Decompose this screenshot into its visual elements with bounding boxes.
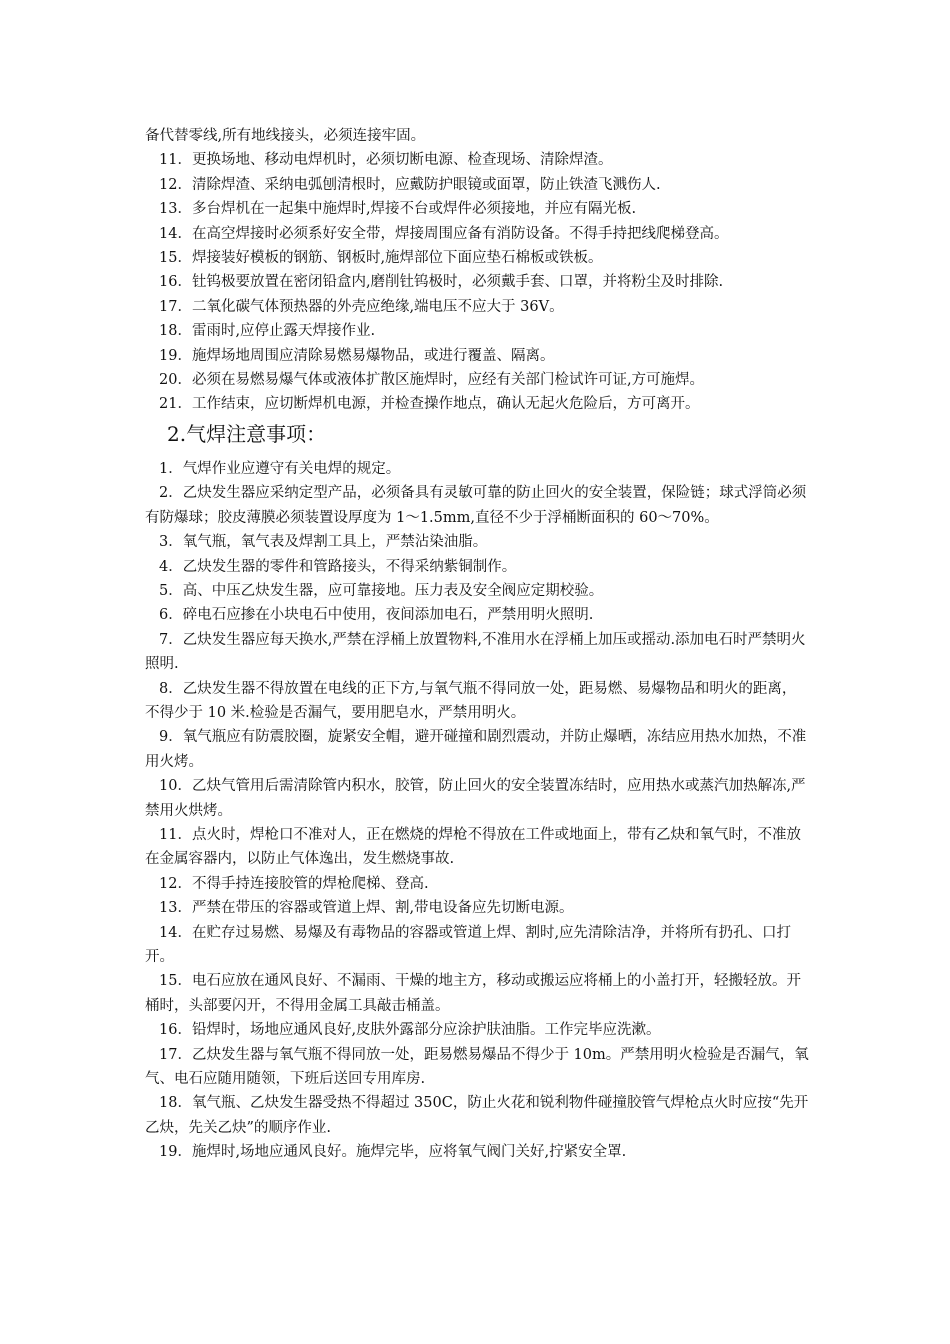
list-item: 19．施焊场地周围应清除易燃易爆物品，或进行覆盖、隔离。	[159, 347, 555, 364]
list-item: 14．在贮存过易燃、易爆及有毒物品的容器或管道上焊、割时,应先清除洁净，并将所有扔孔、口打开。	[145, 924, 792, 965]
section2-heading: 2.气焊注意事项：	[167, 421, 327, 446]
list-item: 11．更换场地、移动电焊机时，必须切断电源、检查现场、清除焊渣。	[159, 152, 613, 169]
section1-list	[145, 148, 810, 416]
section2-list	[145, 457, 810, 1165]
list-item: 15．电石应放在通风良好、不漏雨、干燥的地主方，移动或搬运应将桶上的小盖打开，轻搬轻放。开桶时，头部要闪开，不得用金属工具敲击桶盖。	[145, 973, 801, 1014]
list-item: 4．乙炔发生器的零件和管路接头，不得采纳紫铜制作。	[159, 558, 517, 575]
list-item: 13．严禁在带压的容器或管道上焊、割,带电设备应先切断电源。	[159, 900, 574, 917]
list-item: 10．乙炔气管用后需清除管内积水，胶管，防止回火的安全装置冻结时，应用热水或蒸汽加热解冻,严禁用火烘烤。	[145, 778, 806, 819]
list-item: 21．工作结束，应切断焊机电源，并检查操作地点，确认无起火危险后，方可离开。	[159, 396, 700, 413]
list-item: 9．氧气瓶应有防震胶圈，旋紧安全帽，避开碰撞和剧烈震动，并防止爆晒，冻结应用热水加热，不准用火烤。	[145, 729, 807, 770]
list-item: 19．施焊时,场地应通风良好。施焊完毕，应将氧气阀门关好,拧紧安全罩.	[159, 1144, 627, 1161]
list-item: 12．不得手持连接胶管的焊枪爬梯、登高.	[159, 875, 429, 892]
list-item: 6．碎电石应掺在小块电石中使用，夜间添加电石，严禁用明火照明.	[159, 607, 594, 624]
list-item: 2．乙炔发生器应采纳定型产品，必须备具有灵敏可靠的防止回火的安全装置，保险链；球式浮筒必须有防爆球；胶皮薄膜必须装置设厚度为 1～1.5mm,直径不少于浮桶断面积的 60～70%。	[145, 485, 807, 526]
list-item: 5．高、中压乙炔发生器，应可靠接地。压力表及安全阀应定期校验。	[159, 582, 604, 599]
list-item: 16．铅焊时，场地应通风良好,皮肤外露部分应涂护肤油脂。工作完毕应洗漱。	[159, 1022, 661, 1039]
list-item: 13．多台焊机在一起集中施焊时,焊接不台或焊件必须接地，并应有隔光板.	[159, 201, 637, 218]
list-item: 11．点火时，焊枪口不准对人，正在燃烧的焊枪不得放在工件或地面上，带有乙炔和氧气时，不准放在金属容器内，以防止气体逸出，发生燃烧事故.	[145, 826, 801, 868]
list-item: 12．清除焊渣、采纳电弧刨清根时，应戴防护眼镜或面罩，防止铁渣飞溅伤人.	[159, 176, 661, 193]
list-item: 8．乙炔发生器不得放置在电线的正下方,与氧气瓶不得同放一处，距易燃、易爆物品和明火的距离，不得少于 10 米.检验是否漏气，要用肥皂水，严禁用明火。	[145, 680, 797, 721]
list-item: 17．二氧化碳气体预热器的外壳应绝缘,端电压不应大于 36V。	[159, 298, 564, 315]
list-item: 7．乙炔发生器应每天换水,严禁在浮桶上放置物料,不准用水在浮桶上加压或摇动.添加电石时严禁明火照明.	[145, 631, 806, 673]
document-body	[145, 124, 810, 1165]
list-item: 1．气焊作业应遵守有关电焊的规定。	[159, 460, 401, 477]
list-item: 15．焊接装好模板的钢筋、钢板时,施焊部位下面应垫石棉板或铁板。	[159, 250, 603, 267]
continuation-line: 备代替零线,所有地线接头，必须连接牢固。	[145, 128, 426, 144]
list-item: 18．氧气瓶、乙炔发生器受热不得超过 350C，防止火花和锐利物件碰撞胶管气焊枪点火时应按“先开乙炔，先关乙炔”的顺序作业.	[145, 1095, 809, 1136]
list-item: 3．氧气瓶，氧气表及焊割工具上，严禁沾染油脂。	[159, 534, 488, 551]
list-item: 14．在高空焊接时必须系好安全带，焊接周围应备有消防设备。不得手持把线爬梯登高。	[159, 225, 729, 242]
list-item: 20．必须在易燃易爆气体或液体扩散区施焊时，应经有关部门检试许可证,方可施焊。	[159, 372, 705, 389]
list-item: 17．乙炔发生器与氧气瓶不得同放一处，距易燃易爆品不得少于 10m。严禁用明火检验是否漏气，氧气、电石应随用随领，下班后送回专用库房.	[145, 1046, 809, 1088]
list-item: 16．钍钨极要放置在密闭铅盒内,磨削钍钨极时，必须戴手套、口罩，并将粉尘及时排除.	[159, 274, 724, 291]
list-item: 18．雷雨时,应停止露天焊接作业.	[159, 323, 376, 340]
